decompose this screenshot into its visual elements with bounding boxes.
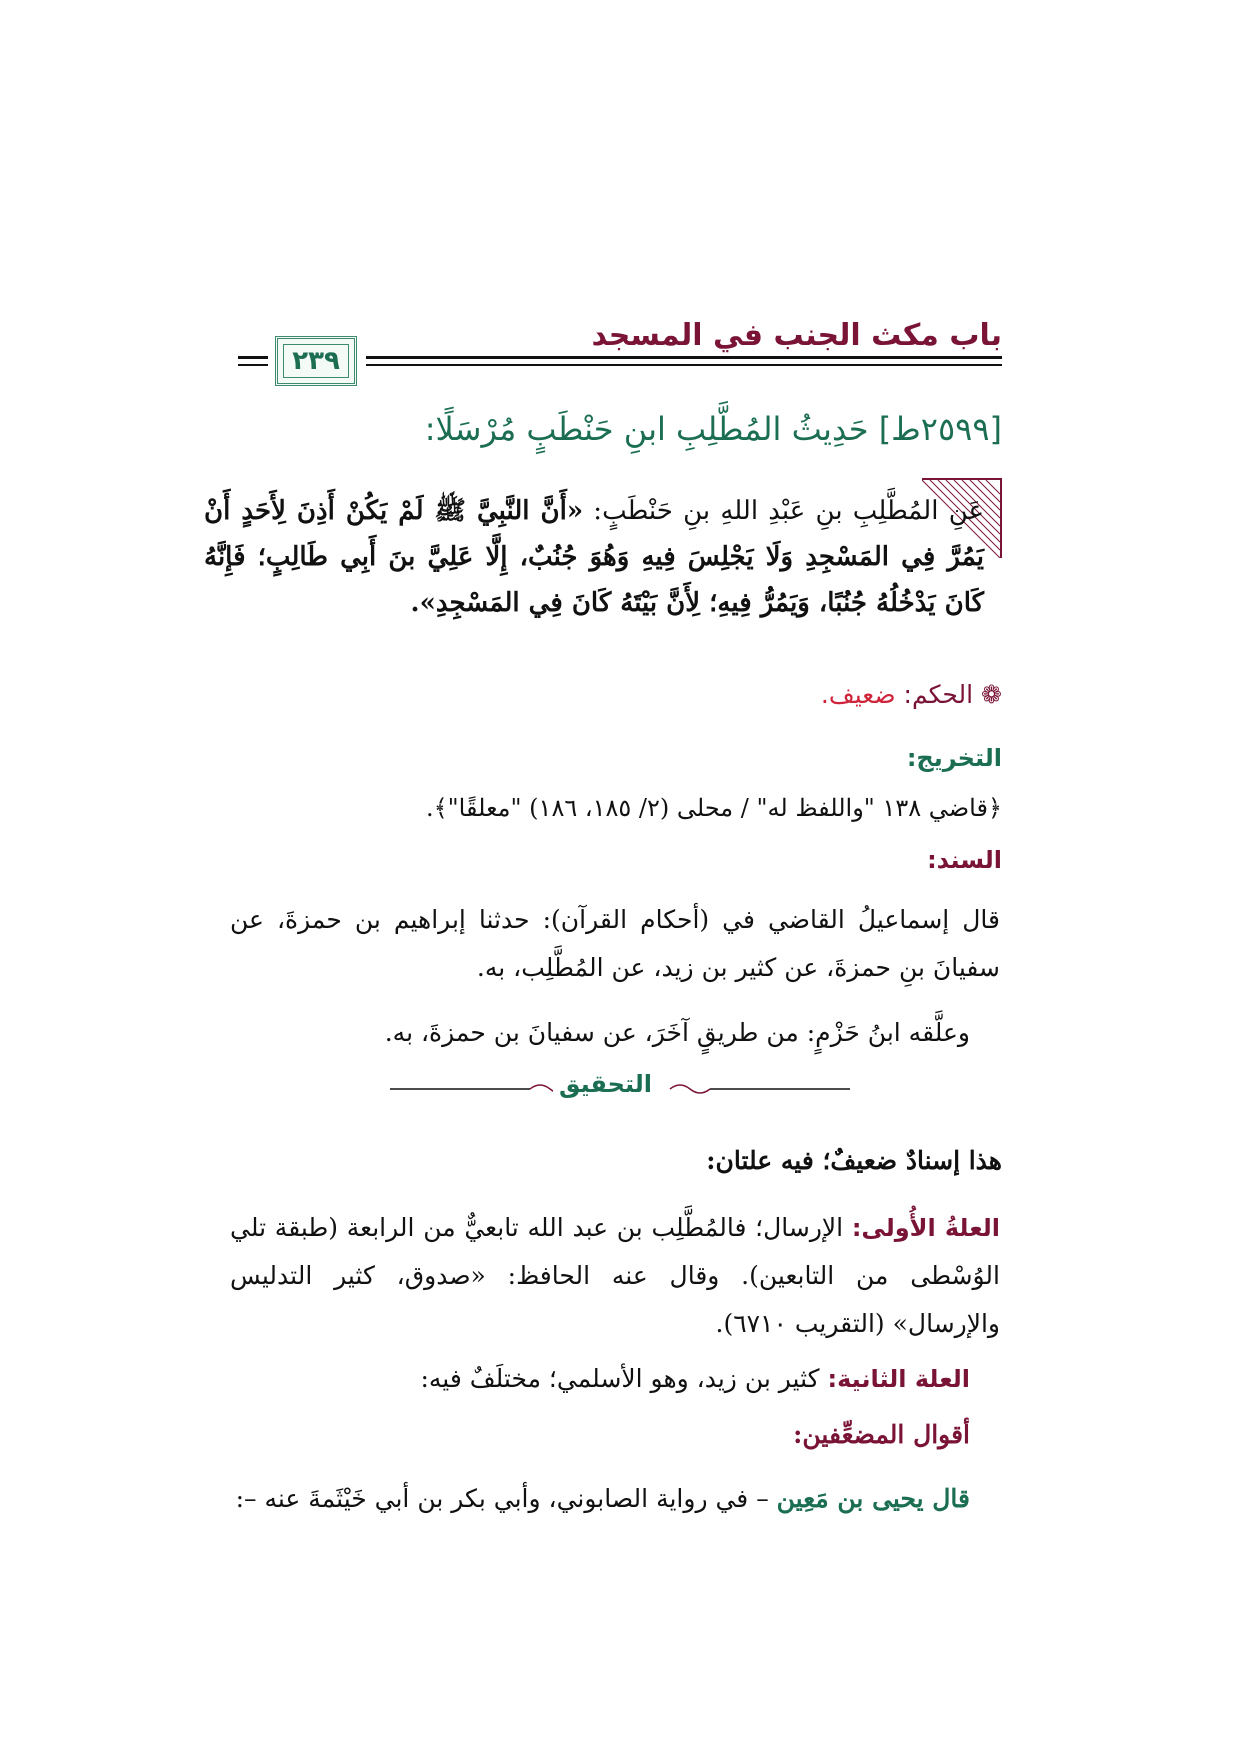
hadith-narrator: عَنِ المُطَّلِبِ بنِ عَبْدِ اللهِ بنِ حَنْطَبٍ: [583,496,984,526]
tahqiq-verdict: هذا إسنادٌ ضعيفٌ؛ فيه علتان: [706,1146,1002,1175]
qal-name: قال يحيى بن مَعِين [776,1484,970,1513]
illa-2-text: كثير بن زيد، وهو الأسلمي؛ مختلَفٌ فيه: [420,1364,828,1393]
header-rule-left-lower [238,364,268,366]
sanad-paragraph-2: وعلَّقه ابنُ حَزْمٍ: من طريقٍ آخَرَ، عن سفيانَ بن حمزةَ، به. [384,1018,970,1047]
ruling-line [821,680,1002,709]
page-number-frame [275,336,357,386]
illa-2-line [420,1364,970,1393]
qal-line [236,1484,970,1513]
hadith-heading: [٢٥٩٩ط] حَدِيثُ المُطَّلِبِ ابنِ حَنْطَبٍ مُرْسَلًا: [424,410,1002,448]
chapter-title: باب مكث الجنب في المسجد [591,318,1002,353]
header-rule-right-lower [366,364,1002,366]
hadith-matn: «أَنَّ النَّبِيَّ ﷺ لَمْ يَكُنْ أَذِنَ لِأَحَدٍ أَنْ يَمُرَّ فِي المَسْجِدِ وَلَا يَجْلِسَ فِيهِ وَهُوَ جُنُبٌ، إِلَّا عَلِيَّ بنَ أَبِي طَالِبٍ؛ فَإِنَّهُ كَانَ يَدْخُلُهُ جُنُبًا، وَيَمُرُّ فِيهِ؛ لِأَنَّ بَيْتَهُ كَانَ فِي المَسْجِدِ». [204,496,984,618]
hadith-text [204,488,984,626]
ruling-flower-icon: ❁ [973,680,1002,709]
illa-1-label: العلةُ الأُولى: [851,1214,1000,1242]
qal-text: – في رواية الصابوني، وأبي بكر بن أبي خَيْثَمةَ عنه –: [235,1484,777,1513]
header-rule-left [238,356,268,359]
sanad-paragraph-1: قال إسماعيلُ القاضي في (أحكام القرآن): حدثنا إبراهيم بن حمزةَ، عن سفيانَ بنِ حمزةَ، عن كثير بن زيد، عن المُطَّلِب، به. [230,905,1000,982]
page-number: ٢٣٩ [292,346,340,376]
ruling-value: ضعيف. [820,680,896,709]
tahqiq-title: التحقيق [553,1070,658,1098]
aqwal-label: أقوال المضعِّفين: [793,1420,970,1449]
header-rule-right [366,356,1002,359]
ruling-label: الحكم: [903,680,974,709]
illa-1-paragraph [230,1204,1000,1348]
takhrij-text: ﴿قاضي ١٣٨ "واللفظ له" / محلى (٢/ ١٨٥، ١٨٦) "معلقًا"﴾. [425,794,1002,822]
illa-1-text: الإرسال؛ فالمُطَّلِب بن عبد الله تابعيٌّ من الرابعة (طبقة تلي الوُسْطى من التابعين). وقال عنه الحافظ: «صدوق، كثير التدليس والإرسال» (التقريب ٦٧١٠). [230,1213,1000,1338]
takhrij-label: التخريج: [906,744,1002,772]
sanad-label: السند: [927,846,1002,874]
illa-2-label: العلة الثانية: [827,1365,970,1393]
